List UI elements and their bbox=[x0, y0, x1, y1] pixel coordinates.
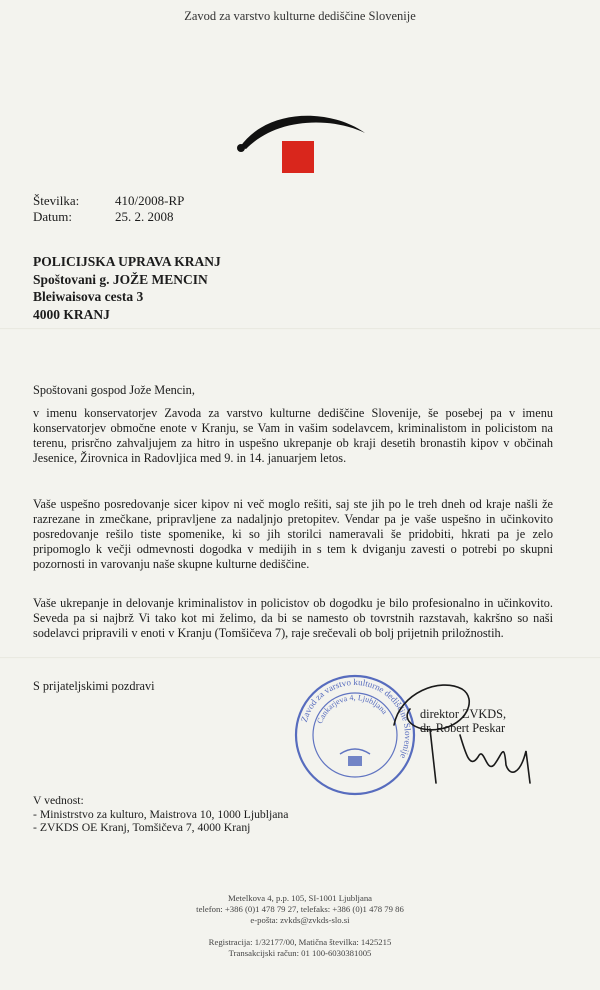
fold-line bbox=[0, 328, 600, 330]
recipient-line: Spoštovani g. JOŽE MENCIN bbox=[33, 271, 208, 287]
stamp-outer-text: Zavod za varstvo kulturne dediščine Slovenije bbox=[298, 676, 414, 761]
number-label: Številka: bbox=[33, 193, 80, 208]
signatory-name: dr. Robert Peskar bbox=[420, 721, 506, 735]
paragraph-3: Vaše ukrepanje in delovanje kriminalistov in policistov ob dogodku je bilo profesionalno in učinkovito. Seveda pa si najbrž Vi tako kot mi želimo, da bi se namesto ob tovrstnih razstavah, kakršno so naši sodelavci pripravili v enoti v Kranju (Tomšičeva 7), raje srečevali ob bolj prijetnih priložnostih. bbox=[33, 596, 553, 640]
fold-line bbox=[0, 657, 600, 659]
handwritten-signature bbox=[370, 665, 560, 795]
signatory-title: direktor ZVKDS, bbox=[420, 707, 507, 721]
footer-phone: telefon: +386 (0)1 478 79 27, telefaks: +386 (0)1 478 79 86 bbox=[196, 904, 404, 914]
recipient-line: Bleiwaisova cesta 3 bbox=[33, 289, 144, 304]
footer-email: e-pošta: zvkds@zvkds-slo.si bbox=[250, 915, 350, 925]
cc-item: - Ministrstvo za kulturo, Maistrova 10, 1000 Ljubljana bbox=[33, 807, 289, 821]
footer-contact bbox=[0, 893, 600, 926]
closing: S prijateljskimi pozdravi bbox=[33, 679, 155, 693]
salutation: Spoštovani gospod Jože Mencin, bbox=[33, 383, 195, 397]
cc-block bbox=[33, 794, 288, 835]
recipient-address bbox=[33, 253, 221, 323]
footer-account: Transakcijski račun: 01 100-6030381005 bbox=[228, 948, 372, 958]
footer-registration bbox=[0, 937, 600, 959]
cc-item: - ZVKDS OE Kranj, Tomšičeva 7, 4000 Kranj bbox=[33, 821, 251, 834]
stamp-inner-text: Cankarjeva 4, Ljubljana bbox=[315, 692, 390, 725]
letter-metadata bbox=[33, 193, 184, 225]
recipient-line: 4000 KRANJ bbox=[33, 306, 110, 322]
recipient-line: POLICIJSKA UPRAVA KRANJ bbox=[33, 254, 221, 269]
paragraph-2: Vaše uspešno posredovanje sicer kipov ni več moglo rešiti, saj ste jih po le treh dneh od kraje našli že razrezane in zmečkane, pripravljene za nadaljnjo pretopitev. Vendar pa je vaše uspešno in učinkovito posredovanje rešilo tiste spomenike, ki so jih storilci nameravali še pridobiti, hkrati pa je zelo pripomoglo k večji odmevnosti dogodka v medijih in s tem k dviganju zavesti o potrebi po skupni pozornosti in varovanju naše skupne kulturne dediščine. bbox=[33, 497, 553, 571]
footer-address: Metelkova 4, p.p. 105, SI-1001 Ljubljana bbox=[227, 893, 373, 903]
institution-header: Zavod za varstvo kulturne dediščine Slovenije bbox=[184, 9, 416, 23]
footer-registration-line: Registracija: 1/32177/00, Matična številka: 1425215 bbox=[208, 937, 392, 947]
zvkds-logo bbox=[232, 113, 372, 178]
cc-label: V vednost: bbox=[33, 794, 84, 807]
date-value: 25. 2. 2008 bbox=[115, 209, 174, 224]
number-value: 410/2008-RP bbox=[115, 193, 185, 208]
date-label: Datum: bbox=[33, 209, 72, 224]
paragraph-1: v imenu konservatorjev Zavoda za varstvo kulturne dediščine Slovenije, še posebej pa v imenu konservatorjev območne enote v Kranju, se Vam in vašim sodelavcem, kriminalistom in policistom na terenu, prisrčno zahvaljujem za hitro in uspešno ukrepanje ob kraji desetih bronastih kipov v občinah Jesenice, Žirovnica in Radovljica med 9. in 14. januarjem letos. bbox=[33, 406, 553, 465]
